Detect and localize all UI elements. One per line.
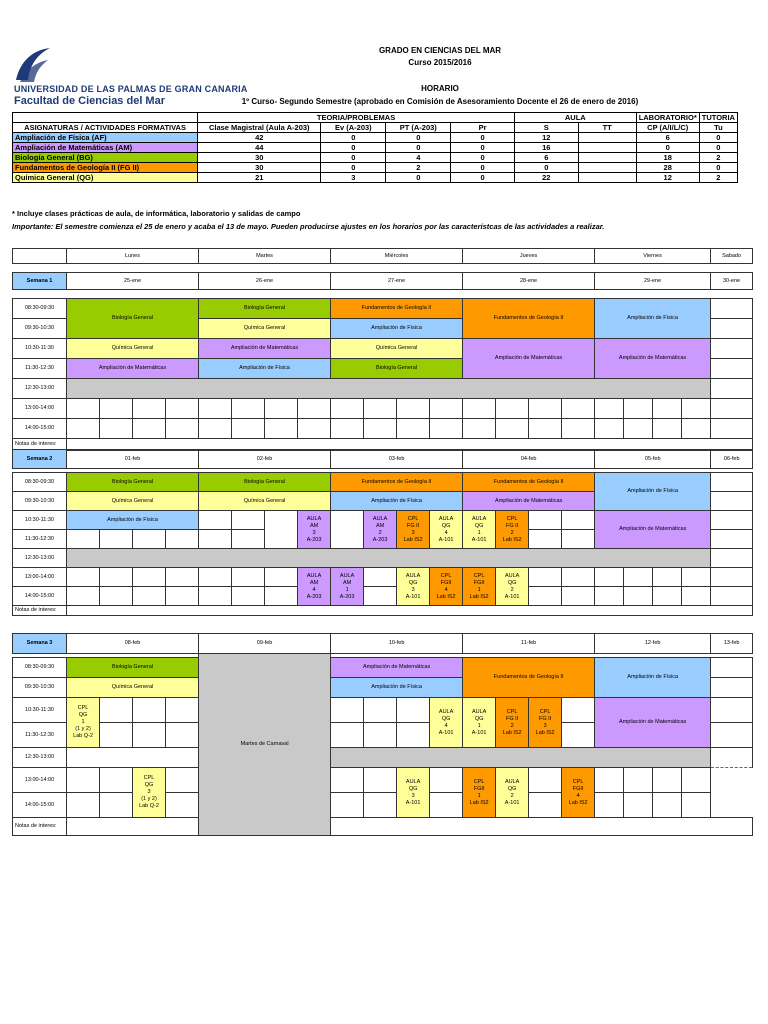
- time-slot: 10:30-11:30: [13, 511, 67, 530]
- group-teoria: TEORIA/PROBLEMAS: [198, 113, 515, 123]
- day-header: Lunes: [67, 249, 199, 264]
- lab-slot: AULA QG 2 A-101: [496, 568, 529, 606]
- table-row: Biología General (BG) 30 0 4 0 6 18 2: [13, 153, 738, 163]
- class-slot: Biología General: [199, 473, 331, 492]
- date-cell: 30-ene: [711, 273, 753, 290]
- lab-slot: CPL FGII 4 Lab IS2: [562, 768, 595, 818]
- week-label: Semana 3: [13, 634, 67, 654]
- date-cell: 28-ene: [463, 273, 595, 290]
- class-slot: Ampliación de Física: [199, 359, 331, 379]
- time-slot: 14:00-15:00: [13, 793, 67, 818]
- semester-info: 1º Curso- Segundo Semestre (aprobado en Comisión de Asesoramiento Docente el 26 de enero de 2016): [241, 97, 639, 106]
- lab-slot: AULA QG 2 A-101: [496, 768, 529, 818]
- date-cell: 12-feb: [595, 634, 711, 654]
- lab-slot: CPL FGII 1 Lab IS2: [463, 768, 496, 818]
- lab-slot: AULA QG 3 A-101: [397, 768, 430, 818]
- date-cell: 04-feb: [463, 450, 595, 469]
- class-slot: Ampliación de Física: [331, 492, 463, 511]
- time-slot: 11:30-12:30: [13, 530, 67, 549]
- col-tu: Tu: [699, 123, 737, 133]
- class-slot: Química General: [199, 492, 331, 511]
- class-slot: Ampliación de Matemáticas: [463, 339, 595, 379]
- lab-slot: CPL FG II 2 Lab IS2: [496, 511, 529, 549]
- class-slot: Ampliación de Física: [595, 473, 711, 511]
- logo-university-name: UNIVERSIDAD DE LAS PALMAS DE GRAN CANARIA: [14, 84, 248, 94]
- class-slot: Biología General: [67, 299, 199, 339]
- time-slot: 09:30-10:30: [13, 319, 67, 339]
- week-label: Semana 2: [13, 450, 67, 469]
- time-slot: 08:30-09:30: [13, 473, 67, 492]
- class-slot: Ampliación de Matemáticas: [595, 511, 711, 549]
- class-slot: Ampliación de Matemáticas: [595, 698, 711, 748]
- time-slot: 12:30-13:00: [13, 549, 67, 568]
- group-aula: AULA: [514, 113, 636, 123]
- class-slot: Química General: [331, 339, 463, 359]
- logo-faculty-name: Facultad de Ciencias del Mar: [14, 95, 165, 107]
- lab-slot: CPL FG II 2 Lab IS2: [496, 698, 529, 748]
- day-header: Martes: [199, 249, 331, 264]
- date-cell: 05-feb: [595, 450, 711, 469]
- date-cell: 01-feb: [67, 450, 199, 469]
- time-slot: 09:30-10:30: [13, 678, 67, 698]
- table-row: Química General (QG) 21 3 0 0 22 12 2: [13, 173, 738, 183]
- time-slot: 13:00-14:00: [13, 568, 67, 587]
- date-cell: 02-feb: [199, 450, 331, 469]
- col-ev: Ev (A-203): [321, 123, 386, 133]
- class-slot: Química General: [67, 339, 199, 359]
- notes-label: Notas de interes:: [13, 439, 67, 451]
- class-slot: Biología General: [199, 299, 331, 319]
- lab-slot: AULA QG 4 A-101: [430, 698, 463, 748]
- date-cell: 26-ene: [199, 273, 331, 290]
- time-slot: 12:30-13:00: [13, 748, 67, 768]
- class-slot: Ampliación de Física: [67, 511, 199, 530]
- class-slot: Biología General: [67, 473, 199, 492]
- time-slot: 14:00-15:00: [13, 419, 67, 439]
- time-slot: 12:30-13:00: [13, 379, 67, 399]
- date-cell: 10-feb: [331, 634, 463, 654]
- date-cell: 03-feb: [331, 450, 463, 469]
- lab-slot: AULA QG 4 A-101: [430, 511, 463, 549]
- week-label: Semana 1: [13, 273, 67, 290]
- lab-slot: CPL QG 1 (1 y 2) Lab Q-2: [67, 698, 100, 748]
- class-slot: Ampliación de Matemáticas: [595, 339, 711, 379]
- table-row: Ampliación de Física (AF) 42 0 0 0 12 6 0: [13, 133, 738, 143]
- col-cm: Clase Magistral (Aula A-203): [198, 123, 321, 133]
- time-slot: 11:30-12:30: [13, 723, 67, 748]
- time-slot: 13:00-14:00: [13, 768, 67, 793]
- class-slot: Fundamentos de Geología II: [463, 299, 595, 339]
- class-slot: Ampliación de Física: [331, 319, 463, 339]
- time-slot: 09:30-10:30: [13, 492, 67, 511]
- notes-label: Notas de interes:: [13, 818, 67, 836]
- class-slot: Biología General: [331, 359, 463, 379]
- day-header: Miércoles: [331, 249, 463, 264]
- date-cell: 13-feb: [711, 634, 753, 654]
- week-2-schedule: [12, 449, 753, 616]
- date-cell: 27-ene: [331, 273, 463, 290]
- time-slot: 08:30-09:30: [13, 299, 67, 319]
- table-row: Ampliación de Matemáticas (AM) 44 0 0 0 16 0 0: [13, 143, 738, 153]
- table-row: Fundamentos de Geología II (FG II) 30 0 2 0 0 28 0: [13, 163, 738, 173]
- time-slot: 14:00-15:00: [13, 587, 67, 606]
- class-slot: Ampliación de Física: [331, 678, 463, 698]
- date-cell: 25-ene: [67, 273, 199, 290]
- class-slot: Ampliación de Matemáticas: [67, 359, 199, 379]
- lab-slot: AULA QG 3 A-101: [397, 568, 430, 606]
- col-subject: ASIGNATURAS / ACTIVIDADES FORMATIVAS: [13, 123, 198, 133]
- footnote-practicas: * Incluye clases prácticas de aula, de informática, laboratorio y salidas de campo: [12, 209, 301, 218]
- class-slot: Fundamentos de Geología II: [463, 658, 595, 698]
- date-cell: 29-ene: [595, 273, 711, 290]
- day-header: Sabado: [711, 249, 753, 264]
- class-slot: Ampliación de Matemáticas: [463, 492, 595, 511]
- day-header: Jueves: [463, 249, 595, 264]
- col-pr: Pr: [451, 123, 515, 133]
- date-cell: 06-feb: [711, 450, 753, 469]
- class-slot: Química General: [67, 678, 199, 698]
- class-slot: Ampliación de Física: [595, 299, 711, 339]
- lab-slot: CPL FGII 4 Lab IS2: [430, 568, 463, 606]
- class-slot: Fundamentos de Geología II: [331, 473, 463, 492]
- notes-label: Notas de interes:: [13, 606, 67, 616]
- class-slot: Fundamentos de Geología II: [331, 299, 463, 319]
- time-slot: 11:30-12:30: [13, 359, 67, 379]
- class-slot: Química General: [67, 492, 199, 511]
- date-cell: 09-feb: [199, 634, 331, 654]
- group-tutoria: TUTORIA: [699, 113, 737, 123]
- lab-slot: AULA AM 1 A-203: [331, 568, 364, 606]
- week-3-schedule: [12, 633, 753, 836]
- lab-slot: CPL FGII 1 Lab IS2: [463, 568, 496, 606]
- logo-wave-icon: [12, 44, 52, 84]
- col-tt: TT: [578, 123, 636, 133]
- lab-slot: CPL FG II 3 Lab IS2: [529, 698, 562, 748]
- course-year: Curso 2015/2016: [408, 58, 472, 67]
- lab-slot: CPL FG II 3 Lab IS2: [397, 511, 430, 549]
- carnaval-block: Martes de Carnaval: [199, 654, 331, 836]
- lab-slot: CPL QG 3 (1 y 2) Lab Q-2: [133, 768, 166, 818]
- lab-slot: AULA AM 3 A-203: [298, 511, 331, 549]
- important-note: Importante: El semestre comienza el 25 de enero y acaba el 13 de mayo. Pueden producirse ajustes en los horarios por las característcas de las actividades a realizar.: [12, 222, 605, 231]
- lab-slot: AULA QG 1 A-101: [463, 698, 496, 748]
- class-slot: Química General: [199, 319, 331, 339]
- group-lab: LABORATORIO*: [636, 113, 699, 123]
- day-header: Viernes: [595, 249, 711, 264]
- degree-title: GRADO EN CIENCIAS DEL MAR: [378, 46, 502, 55]
- schedule-title: HORARIO: [421, 84, 459, 93]
- lab-slot: AULA AM 4 A-203: [298, 568, 331, 606]
- class-slot: Ampliación de Matemáticas: [199, 339, 331, 359]
- col-pt: PT (A-203): [386, 123, 451, 133]
- col-cp: CP (A/I/L/C): [636, 123, 699, 133]
- time-slot: 13:00-14:00: [13, 399, 67, 419]
- class-slot: Fundamentos de Geología II: [463, 473, 595, 492]
- date-cell: 11-feb: [463, 634, 595, 654]
- week-1-schedule: [12, 248, 753, 451]
- lab-slot: AULA AM 2 A-203: [364, 511, 397, 549]
- class-slot: Ampliación de Matemáticas: [331, 658, 463, 678]
- class-slot: Biología General: [67, 658, 199, 678]
- time-slot: 10:30-11:30: [13, 698, 67, 723]
- time-slot: 08:30-09:30: [13, 658, 67, 678]
- lab-slot: AULA QG 1 A-101: [463, 511, 496, 549]
- summary-table: [12, 112, 738, 183]
- col-s: S: [514, 123, 578, 133]
- time-slot: 10:30-11:30: [13, 339, 67, 359]
- class-slot: Ampliación de Física: [595, 658, 711, 698]
- date-cell: 08-feb: [67, 634, 199, 654]
